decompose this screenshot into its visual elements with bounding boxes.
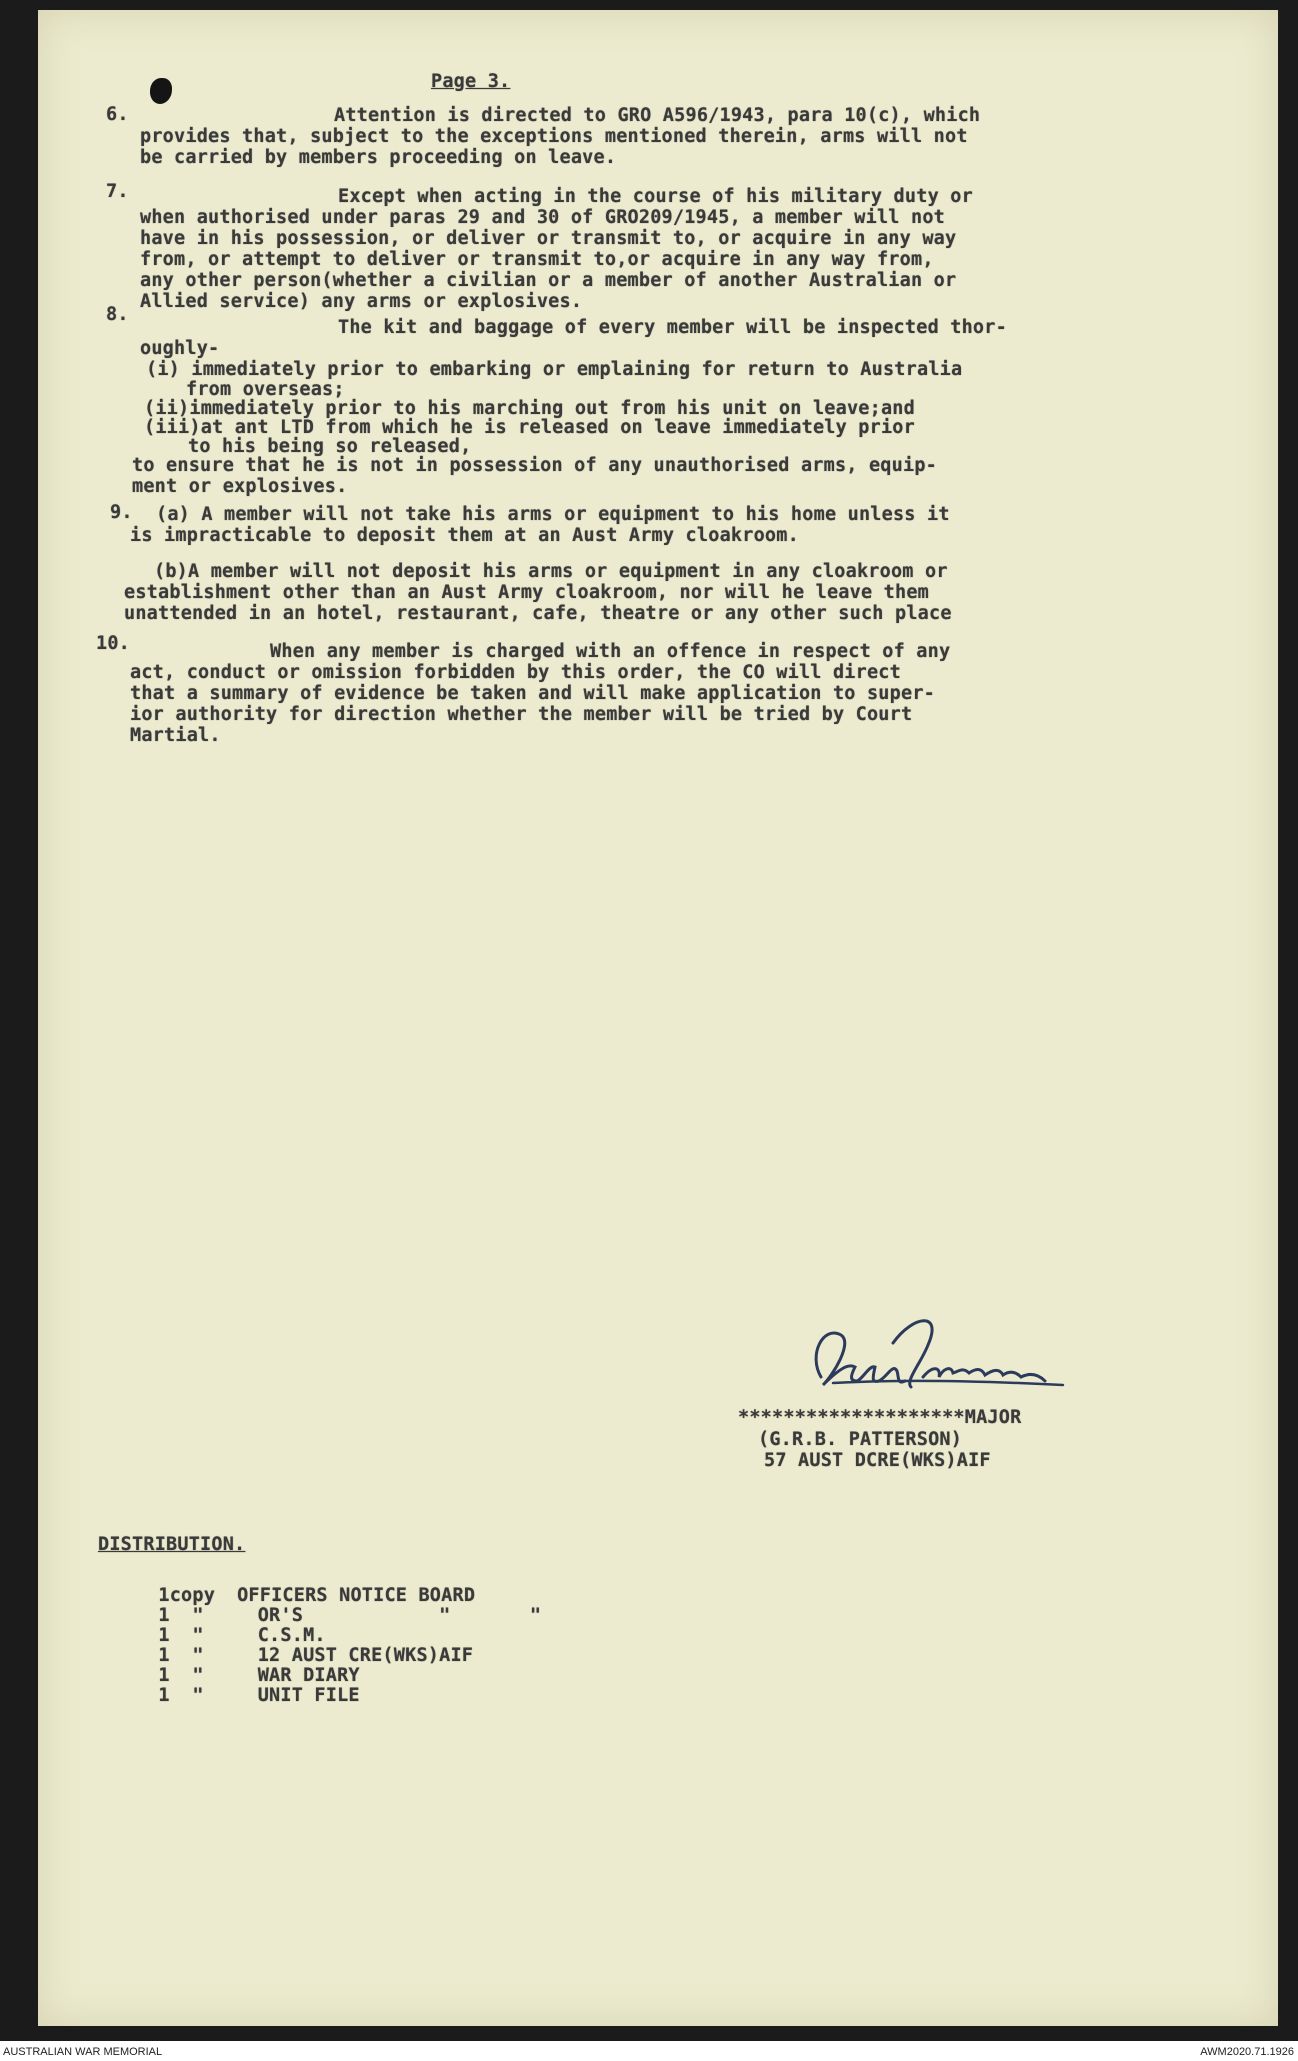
para-8-line-3: (i) immediately prior to embarking or emplaining for return to Australia (146, 359, 963, 380)
document-page (38, 10, 1278, 2026)
para-6-line-2: provides that, subject to the exceptions mentioned therein, arms will not (140, 126, 968, 147)
para-9-line-3: (b)A member will not deposit his arms or equipment in any cloakroom or (154, 561, 948, 582)
distribution-dest: OFFICERS NOTICE BOARD (237, 1585, 476, 1606)
para-8-line-7: to his being so released, (188, 436, 472, 457)
para-8-line-5: (ii)immediately prior to his marching out from his unit on leave;and (144, 398, 915, 419)
para-9-line-2: is impracticable to deposit them at an Aust Army cloakroom. (130, 525, 799, 546)
distribution-qty: 1 " (158, 1625, 204, 1646)
para-8-line-4: from overseas; (186, 379, 345, 400)
para-8-line-9: ment or explosives. (132, 476, 348, 497)
para-7-line-3: have in his possession, or deliver or transmit to, or acquire in any way (140, 228, 957, 249)
distribution-dest: C.S.M. (257, 1625, 326, 1646)
signature-rank-line: ********************MAJOR (738, 1407, 1022, 1428)
para-8-line-8: to ensure that he is not in possession of any unauthorised arms, equip- (132, 455, 937, 476)
para-7-line-5: any other person(whether a civilian or a member of another Australian or (140, 270, 957, 291)
para-10-line-5: Martial. (130, 725, 221, 746)
ink-blot (150, 78, 172, 104)
distribution-dest: UNIT FILE (257, 1685, 360, 1706)
para-number: 6. (106, 104, 129, 125)
para-number: 7. (106, 181, 129, 202)
para-7-line-4: from, or attempt to deliver or transmit to,or acquire in any way from, (140, 249, 934, 270)
para-8-line-6: (iii)at ant LTD from which he is released on leave immediately prior (144, 417, 915, 438)
para-9-line-5: unattended in an hotel, restaurant, cafe, theatre or any other such place (124, 603, 952, 624)
distribution-qty: 1 " (158, 1605, 204, 1626)
para-8-line-1: The kit and baggage of every member will be inspected thor- (338, 317, 1007, 338)
distribution-dest: OR'S " " (257, 1605, 542, 1626)
distribution-dest: WAR DIARY (257, 1665, 360, 1686)
signatory-unit: 57 AUST DCRE(WKS)AIF (764, 1450, 991, 1471)
distribution-qty: 1 " (158, 1645, 204, 1666)
para-6-line-3: be carried by members proceeding on leave. (140, 147, 617, 168)
signatory-name: (G.R.B. PATTERSON) (758, 1429, 963, 1450)
para-10-line-1: When any member is charged with an offence in respect of any (270, 641, 951, 662)
page-number-header: Page 3. (431, 71, 511, 92)
handwritten-signature (793, 1315, 1093, 1415)
para-7-line-2: when authorised under paras 29 and 30 of GRO209/1945, a member will not (140, 207, 945, 228)
footer-institution: AUSTRALIAN WAR MEMORIAL (3, 2046, 163, 2058)
para-number: 10. (96, 633, 131, 654)
para-10-line-2: act, conduct or omission forbidden by this order, the CO will direct (130, 662, 901, 683)
para-number: 9. (110, 502, 133, 523)
para-9-line-4: establishment other than an Aust Army cloakroom, nor will he leave them (124, 582, 929, 603)
para-6-line-1: Attention is directed to GRO A596/1943, para 10(c), which (334, 105, 981, 126)
para-10-line-3: that a summary of evidence be taken and will make application to super- (130, 683, 935, 704)
para-number: 8. (106, 304, 129, 325)
distribution-dest: 12 AUST CRE(WKS)AIF (257, 1645, 474, 1666)
distribution-qty: 1 " (158, 1685, 204, 1706)
distribution-qty: 1copy (158, 1585, 216, 1606)
archive-footer (0, 2041, 1298, 2061)
footer-accession-number: AWM2020.71.1926 (1200, 2046, 1294, 2058)
para-8-line-2: oughly- (140, 338, 220, 359)
para-7-line-6: Allied service) any arms or explosives. (140, 291, 583, 312)
distribution-row (113, 1666, 360, 1726)
para-7-line-1: Except when acting in the course of his military duty or (338, 186, 973, 207)
para-9-line-1: (a) A member will not take his arms or equipment to his home unless it (156, 504, 950, 525)
para-10-line-4: ior authority for direction whether the member will be tried by Court (130, 704, 913, 725)
distribution-qty: 1 " (158, 1665, 204, 1686)
distribution-title: DISTRIBUTION. (98, 1534, 246, 1555)
